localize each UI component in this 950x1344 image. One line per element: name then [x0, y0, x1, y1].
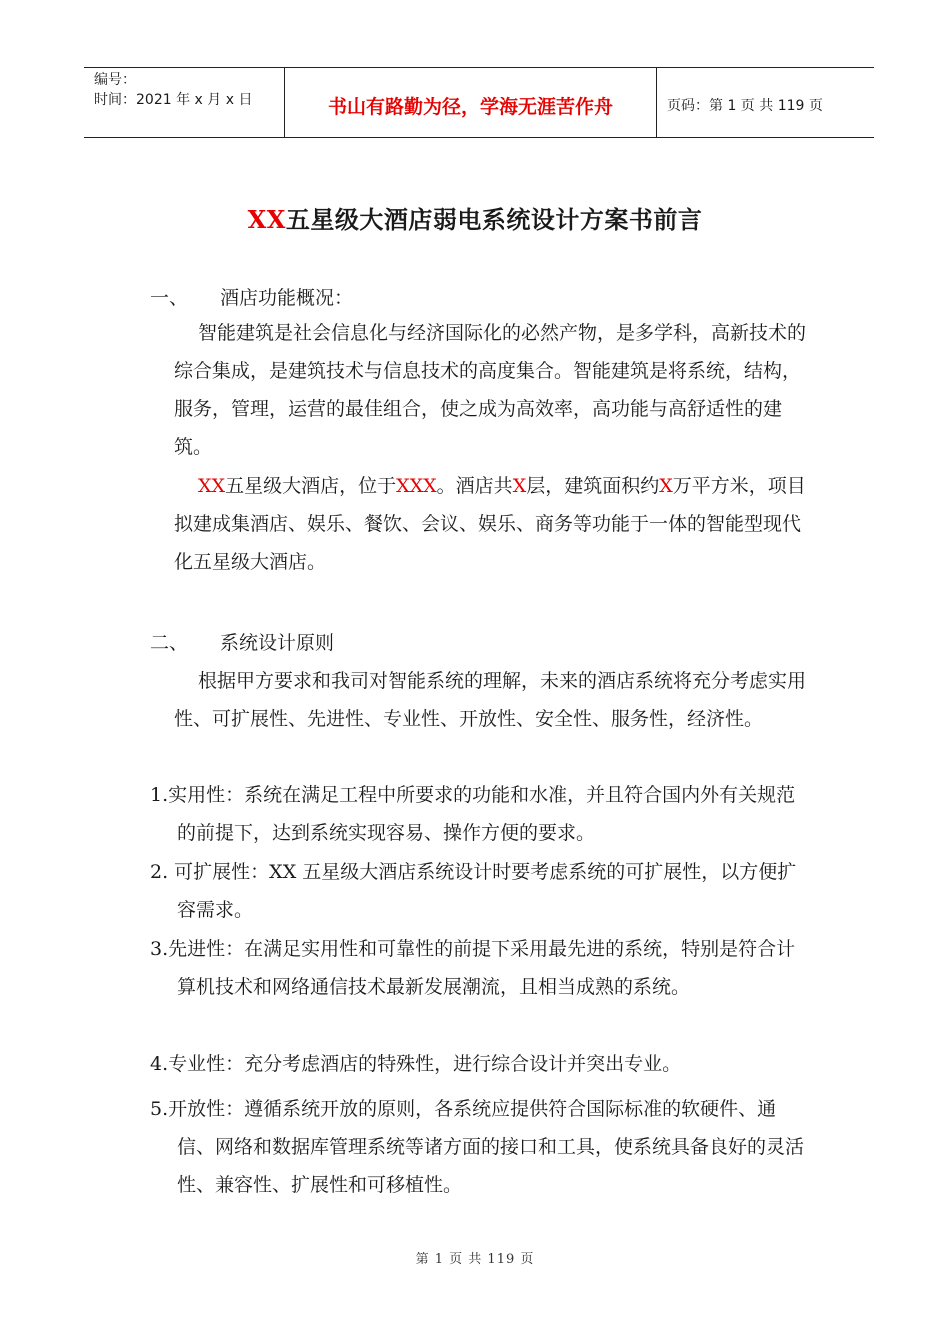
section-1-title: 酒店功能概况： [220, 287, 354, 309]
title-prefix: XX [247, 205, 286, 234]
time-label: 时间：2021 年 x 月 x 日 [94, 92, 253, 108]
section-1-heading [150, 283, 353, 310]
section-2-number: 二、 [150, 632, 189, 654]
para2-text-2: 。酒店共 [436, 475, 513, 497]
page-header [84, 67, 874, 138]
section-1-paragraph-1: 智能建筑是社会信息化与经济国际化的必然产物，是多学科，高新技术的综合集成，是建筑技术与信息技术的高度集合。智能建筑是将系统，结构，服务，管理，运营的最佳组合，使之成为高效率，高功能与高舒适性的建筑。 [174, 322, 807, 458]
section-2-heading [150, 628, 334, 655]
floors-placeholder: X [512, 475, 527, 497]
section-2-intro: 根据甲方要求和我司对智能系统的理解，未来的酒店系统将充分考虑实用性、可扩展性、先进性、专业性、开放性、安全性、服务性，经济性。 [174, 670, 807, 730]
header-motto: 书山有路勤为径，学海无涯苦作舟 [284, 68, 657, 137]
hotel-name-placeholder: XX [198, 475, 226, 497]
header-meta [84, 68, 284, 137]
serial-label: 编号： [94, 72, 136, 88]
title-text: 五星级大酒店弱电系统设计方案书前言 [285, 205, 703, 234]
principle-item-scalability: 2. 可扩展性：XX 五星级大酒店系统设计时要考虑系统的可扩展性，以方便扩容需求。 [150, 861, 797, 921]
section-2-title: 系统设计原则 [220, 632, 335, 654]
para2-text-1: 五星级大酒店，位于 [225, 475, 397, 497]
section-1-number: 一、 [150, 287, 189, 309]
document-title [0, 200, 950, 235]
header-page-info: 页码：第 1 页 共 119 页 [667, 97, 823, 114]
location-placeholder: XXX [396, 475, 437, 497]
page-footer: 第 1 页 共 119 页 [415, 1252, 535, 1267]
principle-item-professional: 4.专业性：充分考虑酒店的特殊性，进行综合设计并突出专业。 [150, 1053, 682, 1075]
principle-item-openness: 5.开放性：遵循系统开放的原则，各系统应提供符合国际标准的软硬件、通信、网络和数据库管理系统等诸方面的接口和工具，使系统具备良好的灵活性、兼容性、扩展性和可移植性。 [150, 1098, 805, 1196]
principle-item-advanced: 3.先进性：在满足实用性和可靠性的前提下采用最先进的系统，特别是符合计算机技术和网络通信技术最新发展潮流，且相当成熟的系统。 [150, 938, 796, 998]
para2-text-4: 万平方米，项目拟建成集酒店、娱乐、餐饮、会议、娱乐、商务等功能于一体的智能型现代化五星级大酒店。 [174, 475, 806, 573]
para2-text-3: 层，建筑面积约 [526, 475, 660, 497]
area-placeholder: X [659, 475, 673, 497]
section-1-paragraph-2 [174, 467, 814, 581]
principle-item-practicality: 1.实用性：系统在满足工程中所要求的功能和水准，并且符合国内外有关规范的前提下，达到系统实现容易、操作方便的要求。 [150, 784, 796, 844]
